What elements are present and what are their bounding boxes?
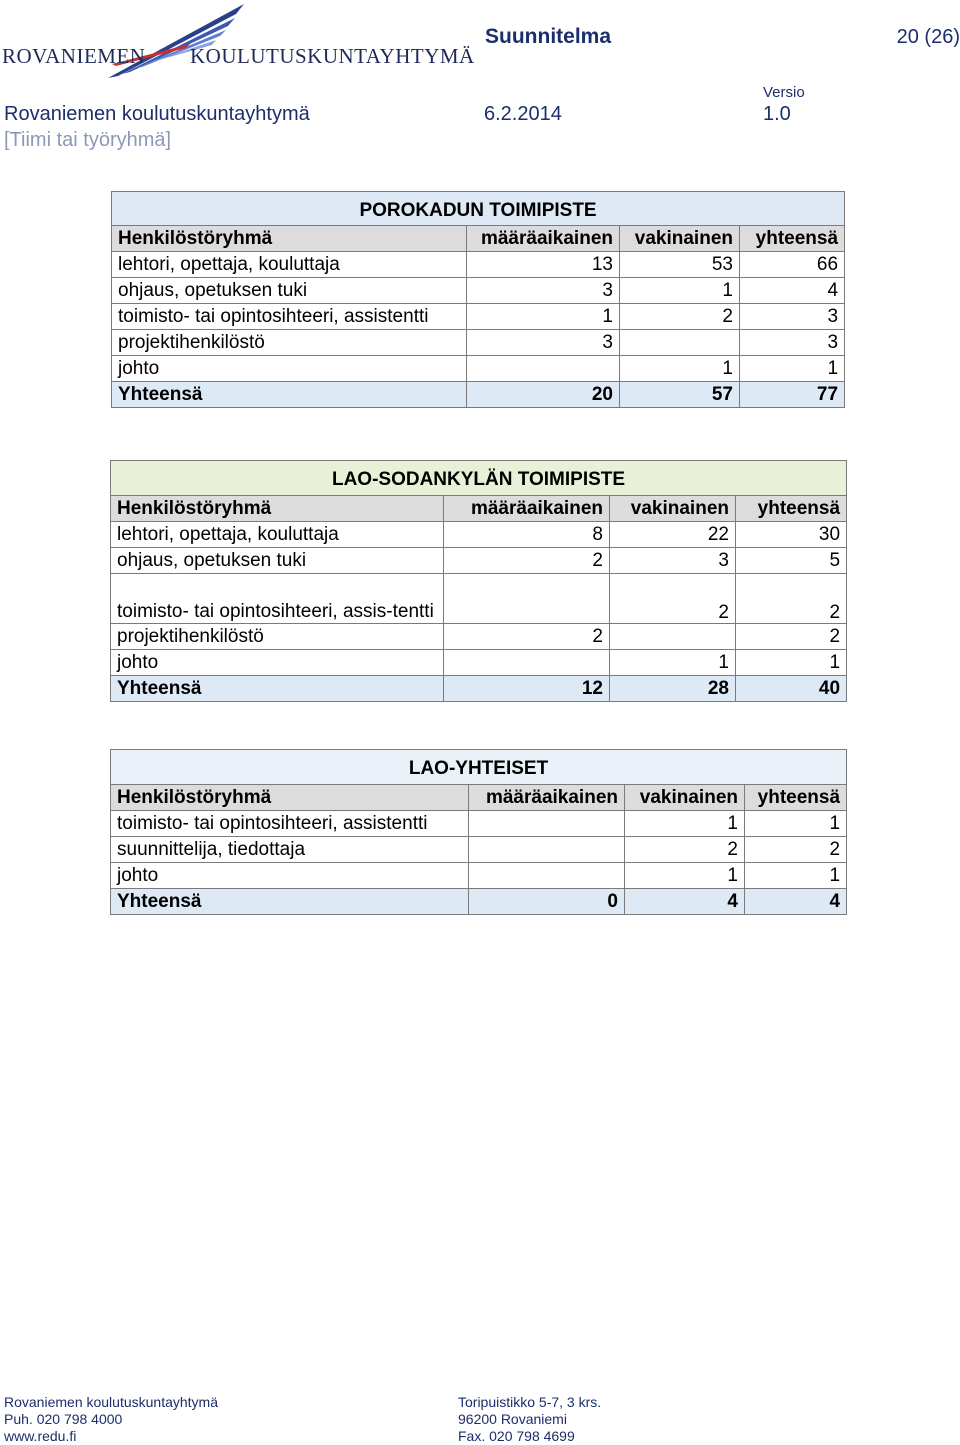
table-cell: 2 xyxy=(625,837,745,863)
column-header: määräaikainen xyxy=(467,226,620,252)
table-cell: johto xyxy=(112,356,467,382)
table-header-row xyxy=(112,226,845,252)
footer-website-link[interactable]: www.redu.fi xyxy=(4,1428,77,1444)
staff-table-porokatu xyxy=(111,191,845,408)
table-cell: 2 xyxy=(736,574,847,624)
version-value: 1.0 xyxy=(763,103,791,125)
table-title-row xyxy=(112,192,845,226)
table-row xyxy=(111,650,847,676)
table-cell: ohjaus, opetuksen tuki xyxy=(112,278,467,304)
footer-contact-right xyxy=(458,1394,601,1445)
table-row xyxy=(111,574,847,624)
table-total-row xyxy=(111,676,847,702)
table-cell: 0 xyxy=(469,889,625,915)
version-label: Versio xyxy=(763,84,805,101)
table-row xyxy=(112,252,845,278)
table-cell: 4 xyxy=(625,889,745,915)
organization-name: Rovaniemen koulutuskuntayhtymä xyxy=(4,103,310,125)
column-header: yhteensä xyxy=(740,226,845,252)
table-cell xyxy=(620,330,740,356)
table-cell: lehtori, opettaja, kouluttaja xyxy=(111,522,444,548)
table-cell: 4 xyxy=(745,889,847,915)
table-cell: 20 xyxy=(467,382,620,408)
table-cell: 53 xyxy=(620,252,740,278)
table-title-row xyxy=(111,461,847,496)
table-title: POROKADUN TOIMIPISTE xyxy=(112,192,845,226)
table-title: LAO-YHTEISET xyxy=(111,750,847,785)
column-header: määräaikainen xyxy=(469,785,625,811)
footer-contact-left xyxy=(4,1394,218,1445)
column-header: Henkilöstöryhmä xyxy=(111,496,444,522)
table-cell: 12 xyxy=(444,676,610,702)
document-title: Suunnitelma xyxy=(485,25,612,48)
logo-emblem-icon xyxy=(0,0,445,82)
table-total-row xyxy=(112,382,845,408)
table-cell: 22 xyxy=(610,522,736,548)
table-cell: toimisto- tai opintosihteeri, assistentti xyxy=(111,811,469,837)
table-cell: 2 xyxy=(610,574,736,624)
table-cell: lehtori, opettaja, kouluttaja xyxy=(112,252,467,278)
table-row xyxy=(111,837,847,863)
table-total-row xyxy=(111,889,847,915)
staff-table-lao-sodankyla xyxy=(110,460,847,702)
table-cell xyxy=(444,574,610,624)
table-cell xyxy=(467,356,620,382)
table-row xyxy=(112,330,845,356)
table-cell: toimisto- tai opintosihteeri, assis-tentti xyxy=(111,574,444,624)
table-row xyxy=(112,278,845,304)
footer-address: Toripuistikko 5-7, 3 krs. xyxy=(458,1394,602,1410)
table-cell: 2 xyxy=(444,624,610,650)
logo-wordmark-left: ROVANIEMEN xyxy=(2,44,146,68)
table-cell: 1 xyxy=(620,356,740,382)
table-cell: Yhteensä xyxy=(112,382,467,408)
footer-phone: Puh. 020 798 4000 xyxy=(4,1411,123,1427)
column-header: vakinainen xyxy=(610,496,736,522)
team-placeholder: [Tiimi tai työryhmä] xyxy=(4,129,172,151)
table-cell: 5 xyxy=(736,548,847,574)
table-cell: 57 xyxy=(620,382,740,408)
table-row xyxy=(111,624,847,650)
table-cell: 8 xyxy=(444,522,610,548)
table-row xyxy=(112,304,845,330)
table-row xyxy=(111,811,847,837)
column-header: vakinainen xyxy=(625,785,745,811)
table-title-row xyxy=(111,750,847,785)
table-cell: Yhteensä xyxy=(111,676,444,702)
table-cell: 1 xyxy=(625,863,745,889)
table-cell xyxy=(469,863,625,889)
table-cell: 1 xyxy=(736,650,847,676)
table-cell xyxy=(469,811,625,837)
table-cell: johto xyxy=(111,863,469,889)
table-cell: toimisto- tai opintosihteeri, assistentti xyxy=(112,304,467,330)
table-cell: 3 xyxy=(610,548,736,574)
table-cell: Yhteensä xyxy=(111,889,469,915)
table-cell: 28 xyxy=(610,676,736,702)
table-cell: 3 xyxy=(467,278,620,304)
table-title: LAO-SODANKYLÄN TOIMIPISTE xyxy=(111,461,847,496)
table-cell: 1 xyxy=(745,863,847,889)
footer-fax: Fax. 020 798 4699 xyxy=(458,1428,575,1444)
table-cell xyxy=(469,837,625,863)
column-header: Henkilöstöryhmä xyxy=(112,226,467,252)
table-cell: projektihenkilöstö xyxy=(111,624,444,650)
table-cell: 1 xyxy=(625,811,745,837)
table-cell: johto xyxy=(111,650,444,676)
table-cell: 13 xyxy=(467,252,620,278)
table-cell: 1 xyxy=(467,304,620,330)
table-header-row xyxy=(111,496,847,522)
table-cell: 2 xyxy=(620,304,740,330)
organization-logo xyxy=(0,0,475,82)
table-cell: ohjaus, opetuksen tuki xyxy=(111,548,444,574)
page-number: 20 (26) xyxy=(896,26,960,48)
column-header: yhteensä xyxy=(745,785,847,811)
table-cell: 3 xyxy=(740,304,845,330)
table-cell: projektihenkilöstö xyxy=(112,330,467,356)
table-cell: 3 xyxy=(467,330,620,356)
table-cell: 3 xyxy=(740,330,845,356)
column-header: vakinainen xyxy=(620,226,740,252)
column-header: yhteensä xyxy=(736,496,847,522)
column-header: Henkilöstöryhmä xyxy=(111,785,469,811)
footer-organization-name: Rovaniemen koulutuskuntayhtymä xyxy=(4,1394,219,1410)
table-cell: 40 xyxy=(736,676,847,702)
table-cell: 1 xyxy=(740,356,845,382)
table-cell: 1 xyxy=(620,278,740,304)
table-cell: 1 xyxy=(745,811,847,837)
table-cell: 1 xyxy=(610,650,736,676)
table-cell: 4 xyxy=(740,278,845,304)
table-row xyxy=(111,522,847,548)
column-header: määräaikainen xyxy=(444,496,610,522)
table-cell: 2 xyxy=(736,624,847,650)
staff-table-lao-yhteiset xyxy=(110,749,847,915)
table-row xyxy=(111,863,847,889)
table-cell xyxy=(444,650,610,676)
table-cell: 2 xyxy=(745,837,847,863)
footer-postal-code: 96200 Rovaniemi xyxy=(458,1411,567,1427)
table-header-row xyxy=(111,785,847,811)
table-row xyxy=(111,548,847,574)
table-cell: 77 xyxy=(740,382,845,408)
table-cell: 66 xyxy=(740,252,845,278)
table-row xyxy=(112,356,845,382)
logo-wordmark-right: KOULUTUSKUNTAYHTYMÄ xyxy=(190,44,475,68)
table-cell: suunnittelija, tiedottaja xyxy=(111,837,469,863)
table-cell: 2 xyxy=(444,548,610,574)
table-cell: 30 xyxy=(736,522,847,548)
document-date: 6.2.2014 xyxy=(484,103,562,125)
table-cell xyxy=(610,624,736,650)
